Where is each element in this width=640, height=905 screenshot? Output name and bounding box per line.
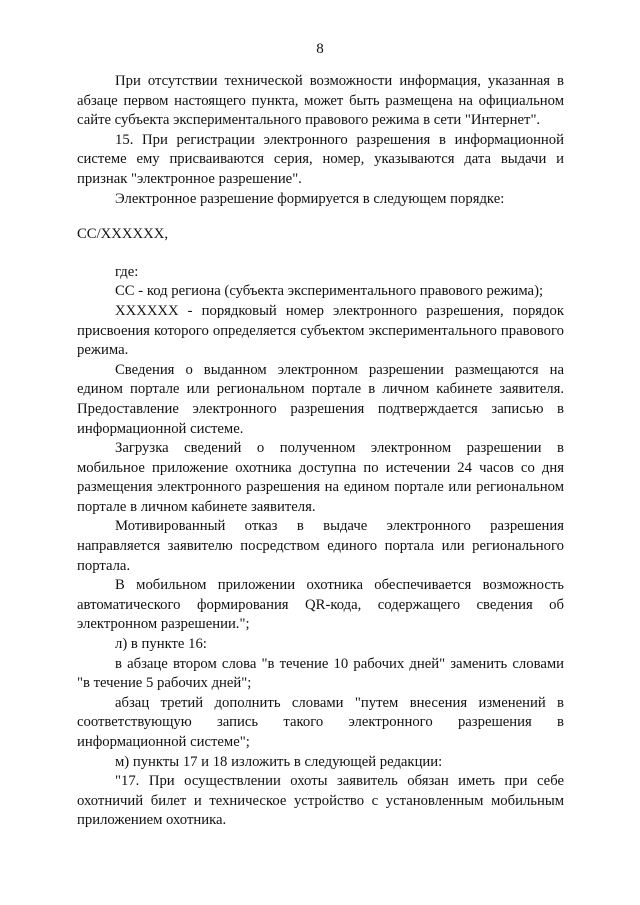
paragraph-third-abzac: абзац третий дополнить словами "путем внесения изменений в соответствующую запись такого электронного разрешения в информационной системе";	[77, 694, 564, 750]
paragraph-item-m: м) пункты 17 и 18 изложить в следующей редакции:	[115, 753, 443, 770]
paragraph-format-intro: Электронное разрешение формируется в следующем порядке:	[115, 190, 505, 207]
permit-format-code: СС/XXXXXX,	[77, 226, 168, 243]
paragraph-item-l: л) в пункте 16:	[115, 636, 207, 653]
paragraph-item-17: "17. При осуществлении охоты заявитель обязан иметь при себе охотничий билет и техническое устройство с установленным мобильным приложением охотника.	[77, 773, 564, 829]
paragraph-permit-info: Сведения о выданном электронном разрешении размещаются на едином портале или региональном портале в личном кабинете заявителя. Предоставление электронного разрешения подтверждается записью в информационной системе.	[77, 361, 564, 437]
page-number: 8	[316, 41, 324, 57]
paragraph-serial-number: XXXXXX - порядковый номер электронного разрешения, порядок присвоения которого определяется субъектом экспериментального правового режима.	[77, 302, 564, 359]
paragraph-region-code: СС - код региона (субъекта экспериментального правового режима);	[115, 283, 544, 300]
paragraph-where: где:	[115, 263, 139, 280]
paragraph-internet-publication: При отсутствии технической возможности информация, указанная в абзаце первом настоящего пункта, может быть размещена на официальном сайте субъекта экспериментального правового режима в сети "Интернет".	[77, 73, 564, 129]
paragraph-mobile-upload: Загрузка сведений о полученном электронном разрешении в мобильное приложение охотника доступна по истечении 24 часов со дня размещения электронного разрешения на едином портале или региональном портале в личном кабинете заявителя.	[77, 440, 564, 515]
paragraph-item-15: 15. При регистрации электронного разрешения в информационной системе ему присваиваются серия, номер, указываются дата выдачи и признак "электронное разрешение".	[77, 131, 564, 187]
paragraph-second-abzac: в абзаце втором слова "в течение 10 рабочих дней" заменить словами "в течение 5 рабочих дней";	[77, 655, 564, 692]
document-body	[77, 72, 564, 831]
paragraph-refusal: Мотивированный отказ в выдаче электронного разрешения направляется заявителю посредством единого портала или регионального портала.	[77, 518, 564, 574]
paragraph-qr-code: В мобильном приложении охотника обеспечивается возможность автоматического формирования QR-кода, содержащего сведения об электронном разрешении.";	[77, 577, 564, 633]
